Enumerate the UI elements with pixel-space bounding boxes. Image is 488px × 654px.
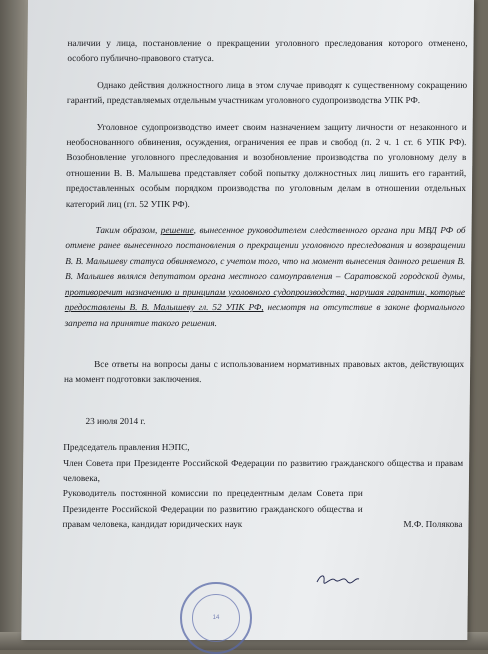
paragraph-3: Уголовное судопроизводство имеет своим назначением защиту личности от незаконного и необоснованного обвинения, осуждения, ограничения ее прав и свобод (п. 2 ч. 1 ст. 6 УПК РФ). Возобновление уголовного преследования и возобновление производства по уголовному делу в отношении В. В. Малышева представляет собой попытку должностных лиц лишить его гарантий, предоставленных особым порядком производства по уголовным делам в отношении отдельных категорий лиц (гл. 52 УПК РФ). [65, 121, 467, 209]
handwritten-signature [315, 572, 361, 586]
paragraph-5: Все ответы на вопросы даны с использованием нормативных правовых актов, действующих на момент подготовки заключения. [63, 358, 465, 385]
document-date: 23 июля 2014 г. [85, 415, 146, 426]
document-body [62, 36, 467, 533]
paragraph-2: Однако действия должностного лица в этом случае приводят к существенному сокращению гарантий, представляемых отдельным участникам уголовного судопроизводства УПК РФ. [66, 79, 468, 106]
paragraph-4-part-c: , вынесенное руководителем следственного органа при МВД РФ об отмене ранее вынесенного постановления о прекращении уголовного преследования и возвращении В. В. Малышеву статуса обвиняемого, с учетом того, что на момент вынесения данного решения В. В. Малышев являлся депутатом органа местного самоуправления – Саратовской городской думы, [65, 225, 466, 282]
stamp-center [192, 594, 240, 642]
page-number: 14 [212, 615, 220, 621]
paragraph-4-underline-conclusion: противоречит назначению и принципам уголовного судопроизводства, нарушая гарантии, которые предоставлены В. В. Малышеву гл. 52 УПК РФ, [64, 286, 465, 313]
paragraph-4 [65, 223, 466, 331]
signatory-title-3: Руководитель постоянной комиссии по прецедентным делам Совета при Президенте Российской Федерации по развитию гражданского общества и правам человека, кандидат юридических наук [62, 488, 363, 530]
signer-name: М.Ф. Полякова [403, 519, 463, 530]
paragraph-4-part-a: Таким образом, [95, 225, 161, 236]
document-page [21, 0, 474, 640]
paragraph-4-underline-decision: решение [160, 225, 194, 236]
paragraph-4-part-e: несмотря на отсутствие в законе формального запрета на принятие такого решения. [64, 302, 465, 328]
signatory-title-1: Председатель правления НЭПС, [63, 442, 190, 453]
paragraph-1: наличии у лица, постановление о прекращении уголовного преследования которого отменено, особого публично-правового статуса. [67, 38, 468, 64]
organization-stamp [180, 582, 252, 654]
signatory-title-2: Член Совета при Президенте Российской Федерации по развитию гражданского общества и правам человека, [62, 457, 464, 483]
